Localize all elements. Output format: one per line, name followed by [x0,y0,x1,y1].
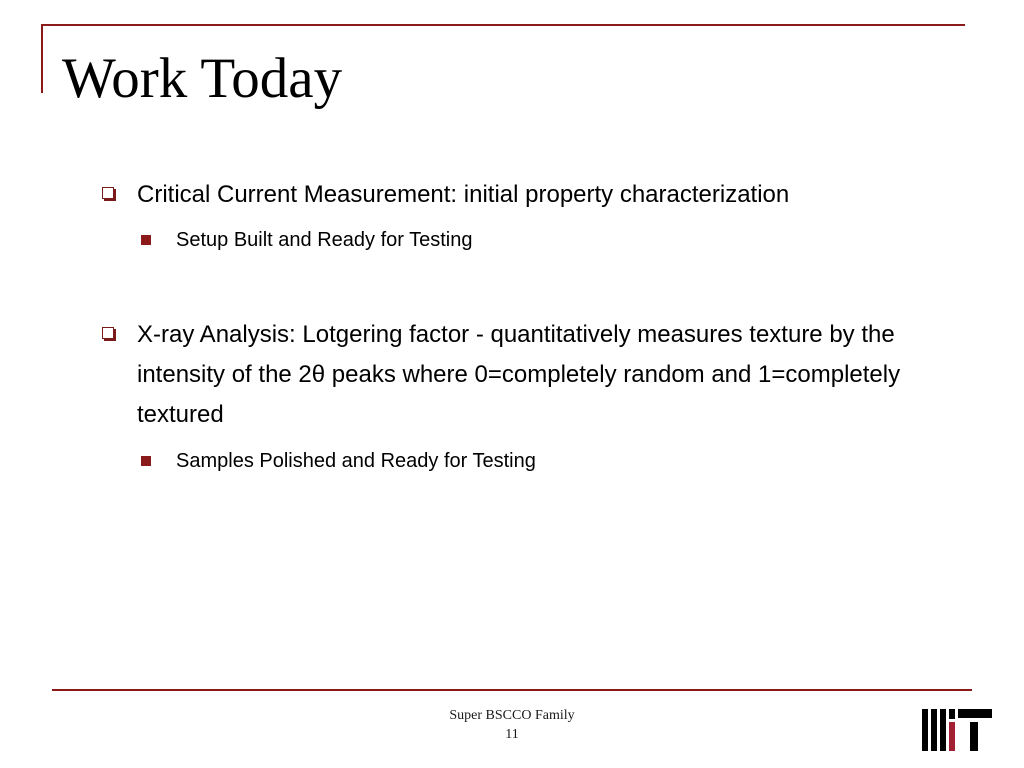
slide-title: Work Today [62,47,343,110]
frame-top-rule [41,24,965,26]
footer-rule [52,689,972,691]
filled-square-icon [141,235,151,245]
footer [412,706,612,744]
bullet-text: Critical Current Measurement: initial property characterization [137,181,790,208]
page-number: 11 [505,727,519,742]
frame-left-rule [41,24,43,93]
mit-logo [922,709,992,751]
footer-caption: Super BSCCO Family [449,708,575,723]
bullet-text: X-ray Analysis: Lotgering factor - quantitatively measures texture by the intensity of the 2θ peaks where 0=completely random and 1=completely textured [137,321,901,428]
sub-bullet-text: Samples Polished and Ready for Testing [176,450,536,472]
sub-bullet-text: Setup Built and Ready for Testing [176,229,473,251]
hollow-square-icon [102,187,114,199]
filled-square-icon [141,456,151,466]
hollow-square-icon [102,327,114,339]
